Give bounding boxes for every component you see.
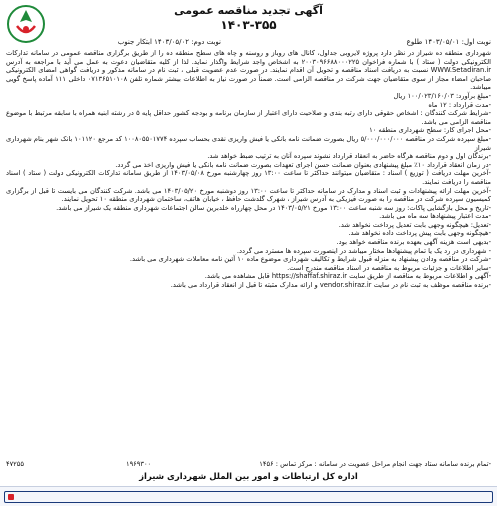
notice-number: ۱۴۰۳-۳۵۵ [220,18,277,32]
clause-estimate: -مبلغ برآورد: ۱۰۰/۰۲۳/۱۶۰/۰۳ ریال [393,91,491,100]
clause-winners: -برندگان اول و دوم مناقصه هرگاه حاضر به انعقاد قرارداد نشوند سپرده آنان به ترتیب ضبط خواهد شد. [207,152,491,161]
bottom-bar-frame [4,491,493,503]
clause-deposit: -مبلغ سپرده شرکت در مناقصه ۵/۰۰۰/۰۰۰/۰۰۰ ریال بصورت ضمانت نامه بانکی یا فیش واریزی نقدی بحساب سپرده ۱۰۰۸۰۵۵۰۱۷۷۴ کد مرجع ۱۰۱۱۲۰ بانک شهر بنام شهرداری شیراز [6,134,491,152]
bottom-bar [0,486,497,506]
issuer-footer: اداره کل ارتباطات و امور بین الملل شهرداری شیراز [139,472,358,482]
clause-document-deadline: -آخرین مهلت دریافت ( توزیع ) اسناد : متقاضیان میتوانند حداکثر تا ساعت ۱۳:۰۰ روز چهارشنبه مورخ ۱۴۰۳/۰۵/۰۸ از طریق سامانه تدارکات الکترونیکی دولت ( ستاد ) اسناد مناقصه را دریافت نمایند. [6,169,491,186]
contact-phone-b: ۴۷۲۵۵ [6,460,24,468]
clause-duration: -مدت قرارداد : ۱۲ ماه [428,100,491,109]
contact-center: -تمام برنده سامانه ستاد جهت انجام مراحل عضویت در سامانه : مرکز تماس : ۱۴۵۶ [259,460,491,468]
contact-phone-a: ۱۹۶۹۳۰۰ [126,460,152,468]
contact-row [6,459,491,469]
clause-prepayment: -هیچگونه وجهی بابت پیش پرداخت داده نخواهد شد. [348,229,491,238]
clause-rejection: - شهرداری در رد یک یا تمام پیشنهادها مختار میباشد در اینصورت سپرده ها مسترد می گردد. [236,246,491,255]
clause-submission-deadline: -آخرین مهلت ارائه پیشنهادات و ثبت اسناد و مدارک در سامانه حداکثر تا ساعت ۱۳:۰۰ روز دوشنبه مورخ ۱۴۰۳/۰۵/۲۰ می باشد. شرکت کنندگان می بایست تا قبل از برگزاری کمیسیون سپرده شرکت در مناقصه را به صورت فیزیکی به آدرس شیراز ، شهرک گلدشت حافظ ، خیابان هاتف، ساختمان شهرداری منطقه ۱۰ تحویل نمایند. [6,186,491,204]
clause-acceptance: -شرکت در مناقصه ودادن پیشنهاد به منزله قبول شرایط و تکالیف شهرداری موضوع ماده ۱۰ آئین نامه معاملات شهرداری می باشد. [129,255,491,264]
clause-vendor-registration: -برنده مناقصه موظف به ثبت نام در سایت vendor.shiraz.ir و ارائه مدارک مثبته تا قبل از انعقاد قرارداد می باشد. [170,281,491,290]
clause-guarantee: -در زمان انعقاد قرارداد ۱۰٪ مبلغ پیشنهادی بعنوان ضمانت حسن اجرای تعهدات بصورت ضمانت نامه بانکی یا فیش واریزی اخذ می گردد. [115,160,491,169]
clause-validity: -مدت اعتبار پیشنهادها سه ماه می باشد. [379,212,491,221]
clause-ad-cost: -بدیهی است هزینه آگهی بعهده برنده مناقصه خواهد بود. [336,238,491,247]
intro-paragraph: شهرداری منطقه ده شیراز در نظر دارد پروژه لایروبی جداول، کانال های روباز و روسنه و چاه های سطح منطقه ده را از طریق برگزاری مناقصه عمومی در سامانه تدارکات الکترونیکی دولت ( ستاد ) با شماره فراخوان ۲۰۰۳۰۹۶۶۸۸۰۰۰۲۲۵ به اشخاص واجد شرایط واگذار نماید. لذا از کلیه متقاضیان دعوت به عمل می آید با مراجعه به آدرس WWW.Setadiran.ir نسبت به دریافت اسناد مناقصه و تحویل آن اقدام نمایند. در صورت عدم عضویت قبلی ، ثبت نام در سامانه مذکور و دریافت گواهی امضای الکترونیکی صاحبان امضاء مجاز از سوی متقاضیان جهت شرکت در مناقصه الزامی است. ضمناً در صورت نیاز به اطلاعات بیشتر شماره تلفن ۰۷۱۳۶۵۱۰۱۰۸ داخلی ۱۱۱ آماده پاسخ گویی میباشد. [6,49,492,92]
clause-adjustment: -تعدیل: هیچگونه وجهی بابت تعدیل پرداخت نخواهد شد. [338,220,491,229]
clause-website: -آگهی و اطلاعات مربوط به مناقصه از طریق سایت https://shaffaf.shiraz.ir قابل مشاهده می باشد. [204,272,491,281]
notice-title: آگهی تجدید مناقصه عمومی [174,4,323,17]
notice-body [6,49,491,290]
publish-info [6,37,491,48]
clause-eligibility: -شرایط شرکت کنندگان : اشخاص حقوقی دارای رتبه بندی و صلاحیت دارای اعتبار از سازمان برنامه و بودجه کشور حداقل پایه ۵ در رشته ابنیه همراه با سابقه مرتبط با موضوع مناقصه الزامی می باشد. [6,109,491,126]
clause-other-info: -سایر اطلاعات و جزئیات مربوط به مناقصه در اسناد مناقصه مندرج است. [287,263,491,272]
header [120,4,377,33]
publish-second: نوبت دوم: ۱۴۰۳/۰۵/۰۲ ابتکار جنوب [117,38,221,46]
publish-first: نوبت اول: ۱۴۰۳/۰۵/۰۱ طلوع [406,38,491,46]
clause-opening: -تاریخ و محل بازگشایی پاکات: روز سه شنبه ساعت ۱۳:۰۰ مورخ ۱۴۰۳/۰۵/۲۱ در محل چهارراه خلدبرین سالن اجتماعات شهرداری منطقه یک شیراز می باشد. [56,203,491,212]
bottom-bar-accent-icon [8,494,14,500]
clause-location: -محل اجرای کار: سطح شهرداری منطقه ۱۰ [369,126,491,135]
